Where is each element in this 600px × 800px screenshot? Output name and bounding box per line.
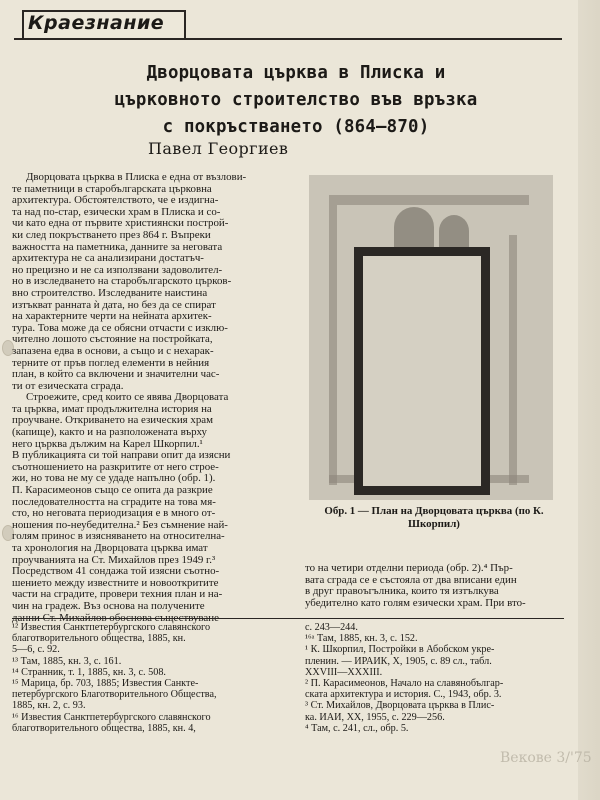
footnote-line: ¹⁶ᵃ Там, 1885, кн. 3, с. 152. bbox=[305, 633, 418, 645]
body-line: архитектура не са анализирани достатъч- bbox=[12, 252, 204, 265]
body-column-left bbox=[12, 172, 292, 624]
body-line: архитектура. Обстоятелството, че е издигна- bbox=[12, 194, 219, 207]
footnote-line: ¹⁵ Марица, бр. 703, 1885; Известия Санкте- bbox=[12, 678, 199, 690]
body-line: Строежите, сред които се явява Дворцовата bbox=[26, 391, 229, 404]
plan-main-room bbox=[354, 247, 490, 495]
body-line: голям принос в изясняването на относителна- bbox=[12, 530, 225, 543]
body-line: чително лошото състояние на постройката, bbox=[12, 333, 213, 346]
footnote-line: ка. ИАИ, XX, 1955, с. 229—256. bbox=[305, 711, 445, 723]
body-line: данни Ст. Михайлов обоснова съществуване- bbox=[12, 611, 223, 624]
footnote-line: ² П. Карасимеонов, Начало на славянобългар- bbox=[305, 678, 504, 690]
title-line: с покръстването (864—870) bbox=[162, 117, 430, 137]
body-column-right bbox=[305, 563, 556, 609]
footnote-line: ¹ К. Шкорпил, Постройки в Абобском укре- bbox=[305, 644, 495, 656]
footnote-line: благотворительного общества, 1885, кн. bbox=[12, 633, 186, 645]
body-line: на характерните черти на нейната архитек- bbox=[12, 310, 212, 323]
body-line: та църква, имат продължителна история на bbox=[12, 402, 212, 415]
body-line: ти от езическата сграда. bbox=[12, 379, 124, 392]
figure-plan bbox=[309, 175, 553, 500]
body-line: Дворцовата църква в Плиска е една от възлови- bbox=[26, 171, 247, 183]
title-line: църковното строителство във връзка bbox=[114, 90, 478, 110]
plan-wall bbox=[329, 195, 529, 205]
footnote-line: пленин. — ИРАИК, X, 1905, с. 89 сл., табл. bbox=[305, 655, 492, 667]
footnote-line: ¹⁶ Известия Санктпетербургского славянского bbox=[12, 711, 211, 723]
footnote-line: ската архитектура и история. С., 1943, обр. 3. bbox=[305, 689, 502, 701]
body-line: ношения по-неубедителна.² Без съмнение най- bbox=[12, 518, 228, 531]
body-line: (капище), както и на разположената върху bbox=[12, 426, 208, 439]
body-line: съотношението на разкритите от него строе- bbox=[12, 460, 219, 473]
footnote-line: петербургского Благотворительного Общества, bbox=[12, 689, 217, 701]
body-line: проучванията на Ст. Михайлов през 1949 г.³ bbox=[12, 553, 216, 566]
footnote-line: ¹⁴ Странник, т. 1, 1885, кн. 3, с. 508. bbox=[12, 666, 166, 678]
footnote-line: 1885, кн. 2, с. 93. bbox=[12, 700, 86, 712]
footnote-line: благотворительного общества, 1885, кн. 4, bbox=[12, 722, 196, 734]
footnote-line: ⁴ Там, с. 241, сл., обр. 5. bbox=[305, 722, 409, 734]
plan-apse bbox=[439, 215, 469, 247]
body-line: план, в който са включени и значителни час- bbox=[12, 368, 220, 381]
body-line: тура. Това може да се обясни отчасти с изклю- bbox=[12, 321, 228, 334]
body-line: важността на паметника, данните за неговата bbox=[12, 240, 223, 253]
body-line: Посредством 41 сондажа той изясни съотно- bbox=[12, 565, 220, 578]
footnotes-left bbox=[12, 622, 294, 734]
body-line: убедително като голям езически храм. При вто- bbox=[305, 596, 526, 609]
body-line: то на четири отделни периода (обр. 2).⁴ Пър- bbox=[305, 562, 513, 574]
body-line: чин на градеж. Въз основа на получените bbox=[12, 599, 205, 612]
footnote-line: ¹² Известия Санктпетербургского славянского bbox=[12, 622, 211, 633]
body-line: него църква дължим на Карел Шкорпил.¹ bbox=[12, 437, 203, 450]
plan-wall bbox=[329, 205, 337, 485]
body-line: шението между известните и новооткритите bbox=[12, 576, 219, 589]
footnote-line: ³ Ст. Михайлов, Дворцовата църква в Плис- bbox=[305, 700, 495, 712]
figure-caption: Обр. 1 — План на Дворцовата църква (по К. Шкорпил) bbox=[324, 505, 544, 530]
footnote-line: ¹³ Там, 1885, кн. 3, с. 161. bbox=[12, 655, 122, 667]
body-line: П. Карасимеонов също се опита да разкрие bbox=[12, 484, 213, 497]
body-line: проучване. Откриването на езическия храм bbox=[12, 414, 213, 427]
body-line: в друг правоъгълника, които тя изтълкува bbox=[305, 585, 499, 598]
body-line: последователността на сградите на това мя- bbox=[12, 495, 216, 508]
watermark-stamp: Векове 3/'75 bbox=[500, 750, 592, 766]
footnote-line: XXVIII—XXXIII. bbox=[305, 666, 383, 678]
article-title bbox=[40, 60, 552, 141]
body-line: ки след покръстването през 864 г. Въпреки bbox=[12, 228, 211, 241]
body-line: части на сградите, провери техния план и на- bbox=[12, 588, 223, 601]
body-line: вата сграда се е състояла от два вписани един bbox=[305, 573, 517, 586]
page-edge bbox=[578, 0, 600, 800]
body-line: жи, но това не му се удаде напълно (обр. 1). bbox=[12, 472, 216, 485]
body-line: но в изследването на старобългарското църков- bbox=[12, 275, 232, 288]
footnotes-right bbox=[305, 622, 559, 734]
section-header bbox=[14, 8, 562, 40]
body-line: та над по-стар, езически храм в Плиска и со- bbox=[12, 205, 221, 218]
body-line: терните от пръв поглед елементи в нейния bbox=[12, 356, 210, 369]
body-line: изтъкват ранната ѝ дата, но без да се спират bbox=[12, 298, 216, 311]
body-line: те паметници в старобългарската църковна bbox=[12, 182, 212, 195]
section-label: Краезнание bbox=[28, 12, 165, 34]
footnote-divider bbox=[12, 618, 564, 619]
body-line: запазена едва в основи, а също и с нехарак- bbox=[12, 344, 214, 357]
body-line: вно строителство. Изследваните наистина bbox=[12, 286, 208, 299]
plan-apse bbox=[394, 207, 434, 247]
body-line: сто, но неговата периодизация е в много от- bbox=[12, 507, 216, 520]
body-line: В публикацията си той направи опит да изясни bbox=[12, 449, 231, 462]
author-name: Павел Георгиев bbox=[148, 139, 289, 158]
footnote-line: с. 243—244. bbox=[305, 622, 358, 633]
footnote-line: 5—6, с. 92. bbox=[12, 644, 60, 656]
title-line: Дворцовата църква в Плиска и bbox=[146, 63, 446, 83]
body-line: чи като една от първите християнски построй- bbox=[12, 217, 229, 230]
plan-wall bbox=[509, 235, 517, 485]
body-line: та хронология на Дворцовата църква имат bbox=[12, 542, 208, 554]
body-line: но прецизно и не са използвани задоволител- bbox=[12, 263, 223, 276]
